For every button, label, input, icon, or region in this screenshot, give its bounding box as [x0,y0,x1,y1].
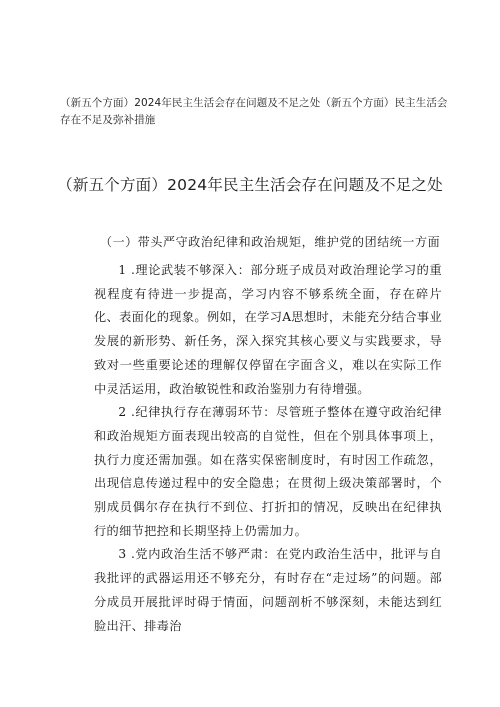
paragraph-discipline-execution: 2 .纪律执行存在薄弱环节：尽管班子整体在遵守政治纪律和政治规矩方面表现出较高的自觉性，但在个别具体事项上，执行力度还需加强。如在落实保密制度时，有时因工作疏忽，出现信息传递过程中的安全隐患；在贯彻上级决策部署时，个别成员偶尔存在执行不到位、打折扣的情况，反映出在纪律执行的细节把控和长期坚持上仍需加力。 [94,405,442,538]
document-body [94,259,442,638]
section-heading: （一）带头严守政治纪律和政治规矩，维护党的团结统一方面 [100,235,441,249]
document-header: （新五个方面）2024年民主生活会存在问题及不足之处（新五个方面）民主生活会存在不足及弥补措施 [60,97,448,126]
document-title: （新五个方面）2024年民主生活会存在问题及不足之处 [57,176,443,194]
paragraph-party-political-life: 3 .党内政治生活不够严肃：在党内政治生活中，批评与自我批评的武器运用还不够充分，有时存在“走过场”的问题。部分成员开展批评时碍于情面，问题剖析不够深刻，未能达到红脸出汗、排毒治 [94,547,442,633]
paragraph-theory-study: 1 .理论武装不够深入：部分班子成员对政治理论学习的重视程度有待进一步提高，学习内容不够系统全面，存在碎片化、表面化的现象。例如，在学习A思想时，未能充分结合事业发展的新形势、新任务，深入探究其核心要义与实践要求，导致对一些重要论述的理解仅停留在字面含义，难以在实际工作中灵活运用，政治敏锐性和政治鉴别力有待增强。 [94,263,442,396]
